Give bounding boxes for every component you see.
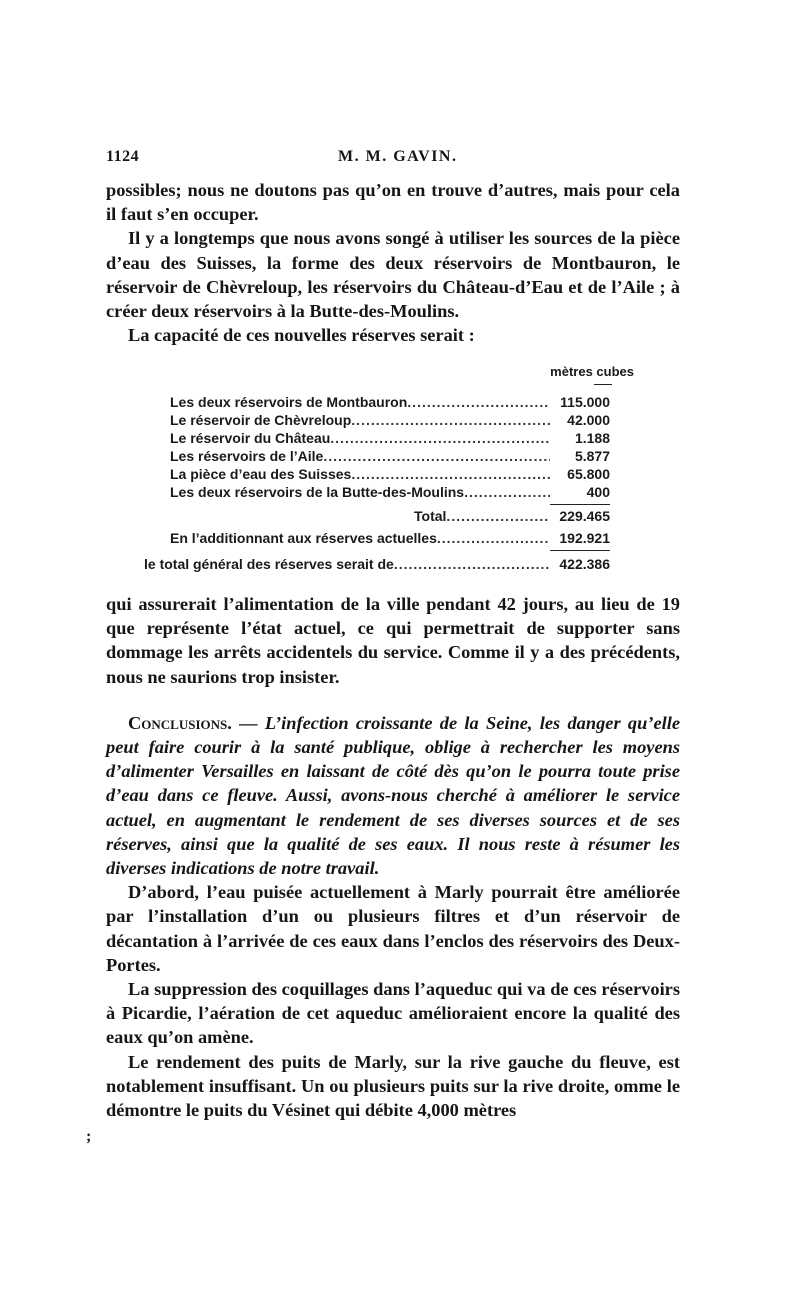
- paragraph: Le rendement des puits de Marly, sur la rive gauche du fleuve, est notablement insuffisant. Un ou plusieurs puits sur la rive droite, omme le démontre le puits du Vésinet qui débite 4,000 mètres: [106, 1051, 680, 1121]
- grand-total-row: [144, 556, 610, 574]
- row-value: 5.877: [574, 448, 610, 464]
- row-label: La pièce d’eau des Suisses: [170, 466, 352, 482]
- table-row: [170, 394, 610, 412]
- conclusions-paragraph: [106, 711, 680, 880]
- leader-dots: [437, 530, 550, 546]
- row-value: 42.000: [567, 412, 610, 428]
- conclusions-label: Conclusions. —: [128, 712, 258, 733]
- conclusions-text: L’infection croissante de la Seine, les danger qu’elle peut faire courir à la santé publique, oblige à rechercher les moyens d’alimenter Versailles en laissant de côté dès qu’on le pourra toute prise d’eau dans ce fleuve. Aussi, avons-nous cherché à améliorer le service actuel, en augmentant le rendement de ses diverses sources et de ses réserves, ainsi que la qualité de ses eaux. Il nous reste à résumer les diverses indications de notre travail.: [106, 712, 680, 879]
- row-value: 115.000: [560, 394, 610, 410]
- grand-total-label: le total général des réserves serait de: [144, 556, 394, 572]
- sum-rule: [550, 504, 610, 505]
- paragraph: La suppression des coquillages dans l’aqueduc qui va de ces réservoirs à Picardie, l’aération de cet aqueduc amélioraient encore la qualité des eaux qu’on amène.: [106, 979, 680, 1048]
- leader-dots: [446, 508, 550, 524]
- page-header: [106, 148, 676, 172]
- row-label: Les réservoirs de l’Aile: [170, 448, 324, 464]
- leader-dots: [351, 412, 550, 428]
- sum-rule: [550, 550, 610, 551]
- margin-mark: ;: [86, 1128, 92, 1145]
- total-value: 229.465: [559, 508, 610, 524]
- additional-row: [170, 530, 610, 548]
- row-value: 400: [586, 484, 610, 500]
- grand-total-value: 422.386: [559, 556, 610, 572]
- row-label: Le réservoir de Chèvreloup: [170, 412, 352, 428]
- leader-dots: [351, 466, 550, 482]
- running-head: M. M. GAVIN.: [338, 148, 458, 165]
- paragraph: Il y a longtemps que nous avons songé à utiliser les sources de la pièce d’eau des Suisses, la forme des deux réservoirs de Montbauron, le réservoir de Chèvreloup, les réservoirs du Château-d’Eau et de l’Aile ; à créer deux réservoirs à la Butte-des-Moulins.: [106, 228, 680, 322]
- additional-value: 192.921: [559, 530, 610, 546]
- top-text-block: [106, 178, 680, 347]
- row-value: 65.800: [567, 466, 610, 482]
- leader-dots: [464, 484, 550, 500]
- row-value: 1.188: [574, 430, 610, 446]
- paragraph: qui assurerait l’alimentation de la ville pendant 42 jours, au lieu de 19 que représente l’état actuel, ce qui permettrait de supporter sans dommage les arrêts accidentels du service. Comme il y a des précédents, nous ne saurions trop insister.: [106, 594, 680, 687]
- table-row: [170, 412, 610, 430]
- total-row: [414, 508, 610, 526]
- paragraph: D’abord, l’eau puisée actuellement à Marly pourrait être améliorée par l’installation d’un ou plusieurs filtres et d’un réservoir de décantation à l’arrivée de ces eaux dans l’enclos des réservoirs des Deux-Portes.: [106, 882, 680, 975]
- paragraph: La capacité de ces nouvelles réserves serait :: [128, 325, 475, 346]
- table-row: [170, 466, 610, 484]
- paragraph: possibles; nous ne doutons pas qu’on en trouve d’autres, mais pour cela il faut s’en occuper.: [106, 180, 680, 225]
- leader-dots: [407, 394, 550, 410]
- leader-dots: [394, 556, 550, 572]
- additional-label: En l’additionnant aux réserves actuelles: [170, 530, 437, 546]
- row-label: Les deux réservoirs de la Butte-des-Moulins: [170, 484, 465, 500]
- leader-dots: [323, 448, 550, 464]
- table-row: [170, 448, 610, 466]
- leader-dots: [330, 430, 550, 446]
- bottom-text-block: [106, 592, 680, 1122]
- unit-rule: [594, 384, 612, 385]
- row-label: Les deux réservoirs de Montbauron: [170, 394, 408, 410]
- unit-label: mètres cubes: [550, 364, 634, 379]
- table-row: [170, 430, 610, 448]
- table-row: [170, 484, 610, 502]
- row-label: Le réservoir du Château: [170, 430, 331, 446]
- total-label: Total: [414, 508, 447, 524]
- page-number: 1124: [106, 148, 140, 165]
- section-gap: [106, 689, 680, 711]
